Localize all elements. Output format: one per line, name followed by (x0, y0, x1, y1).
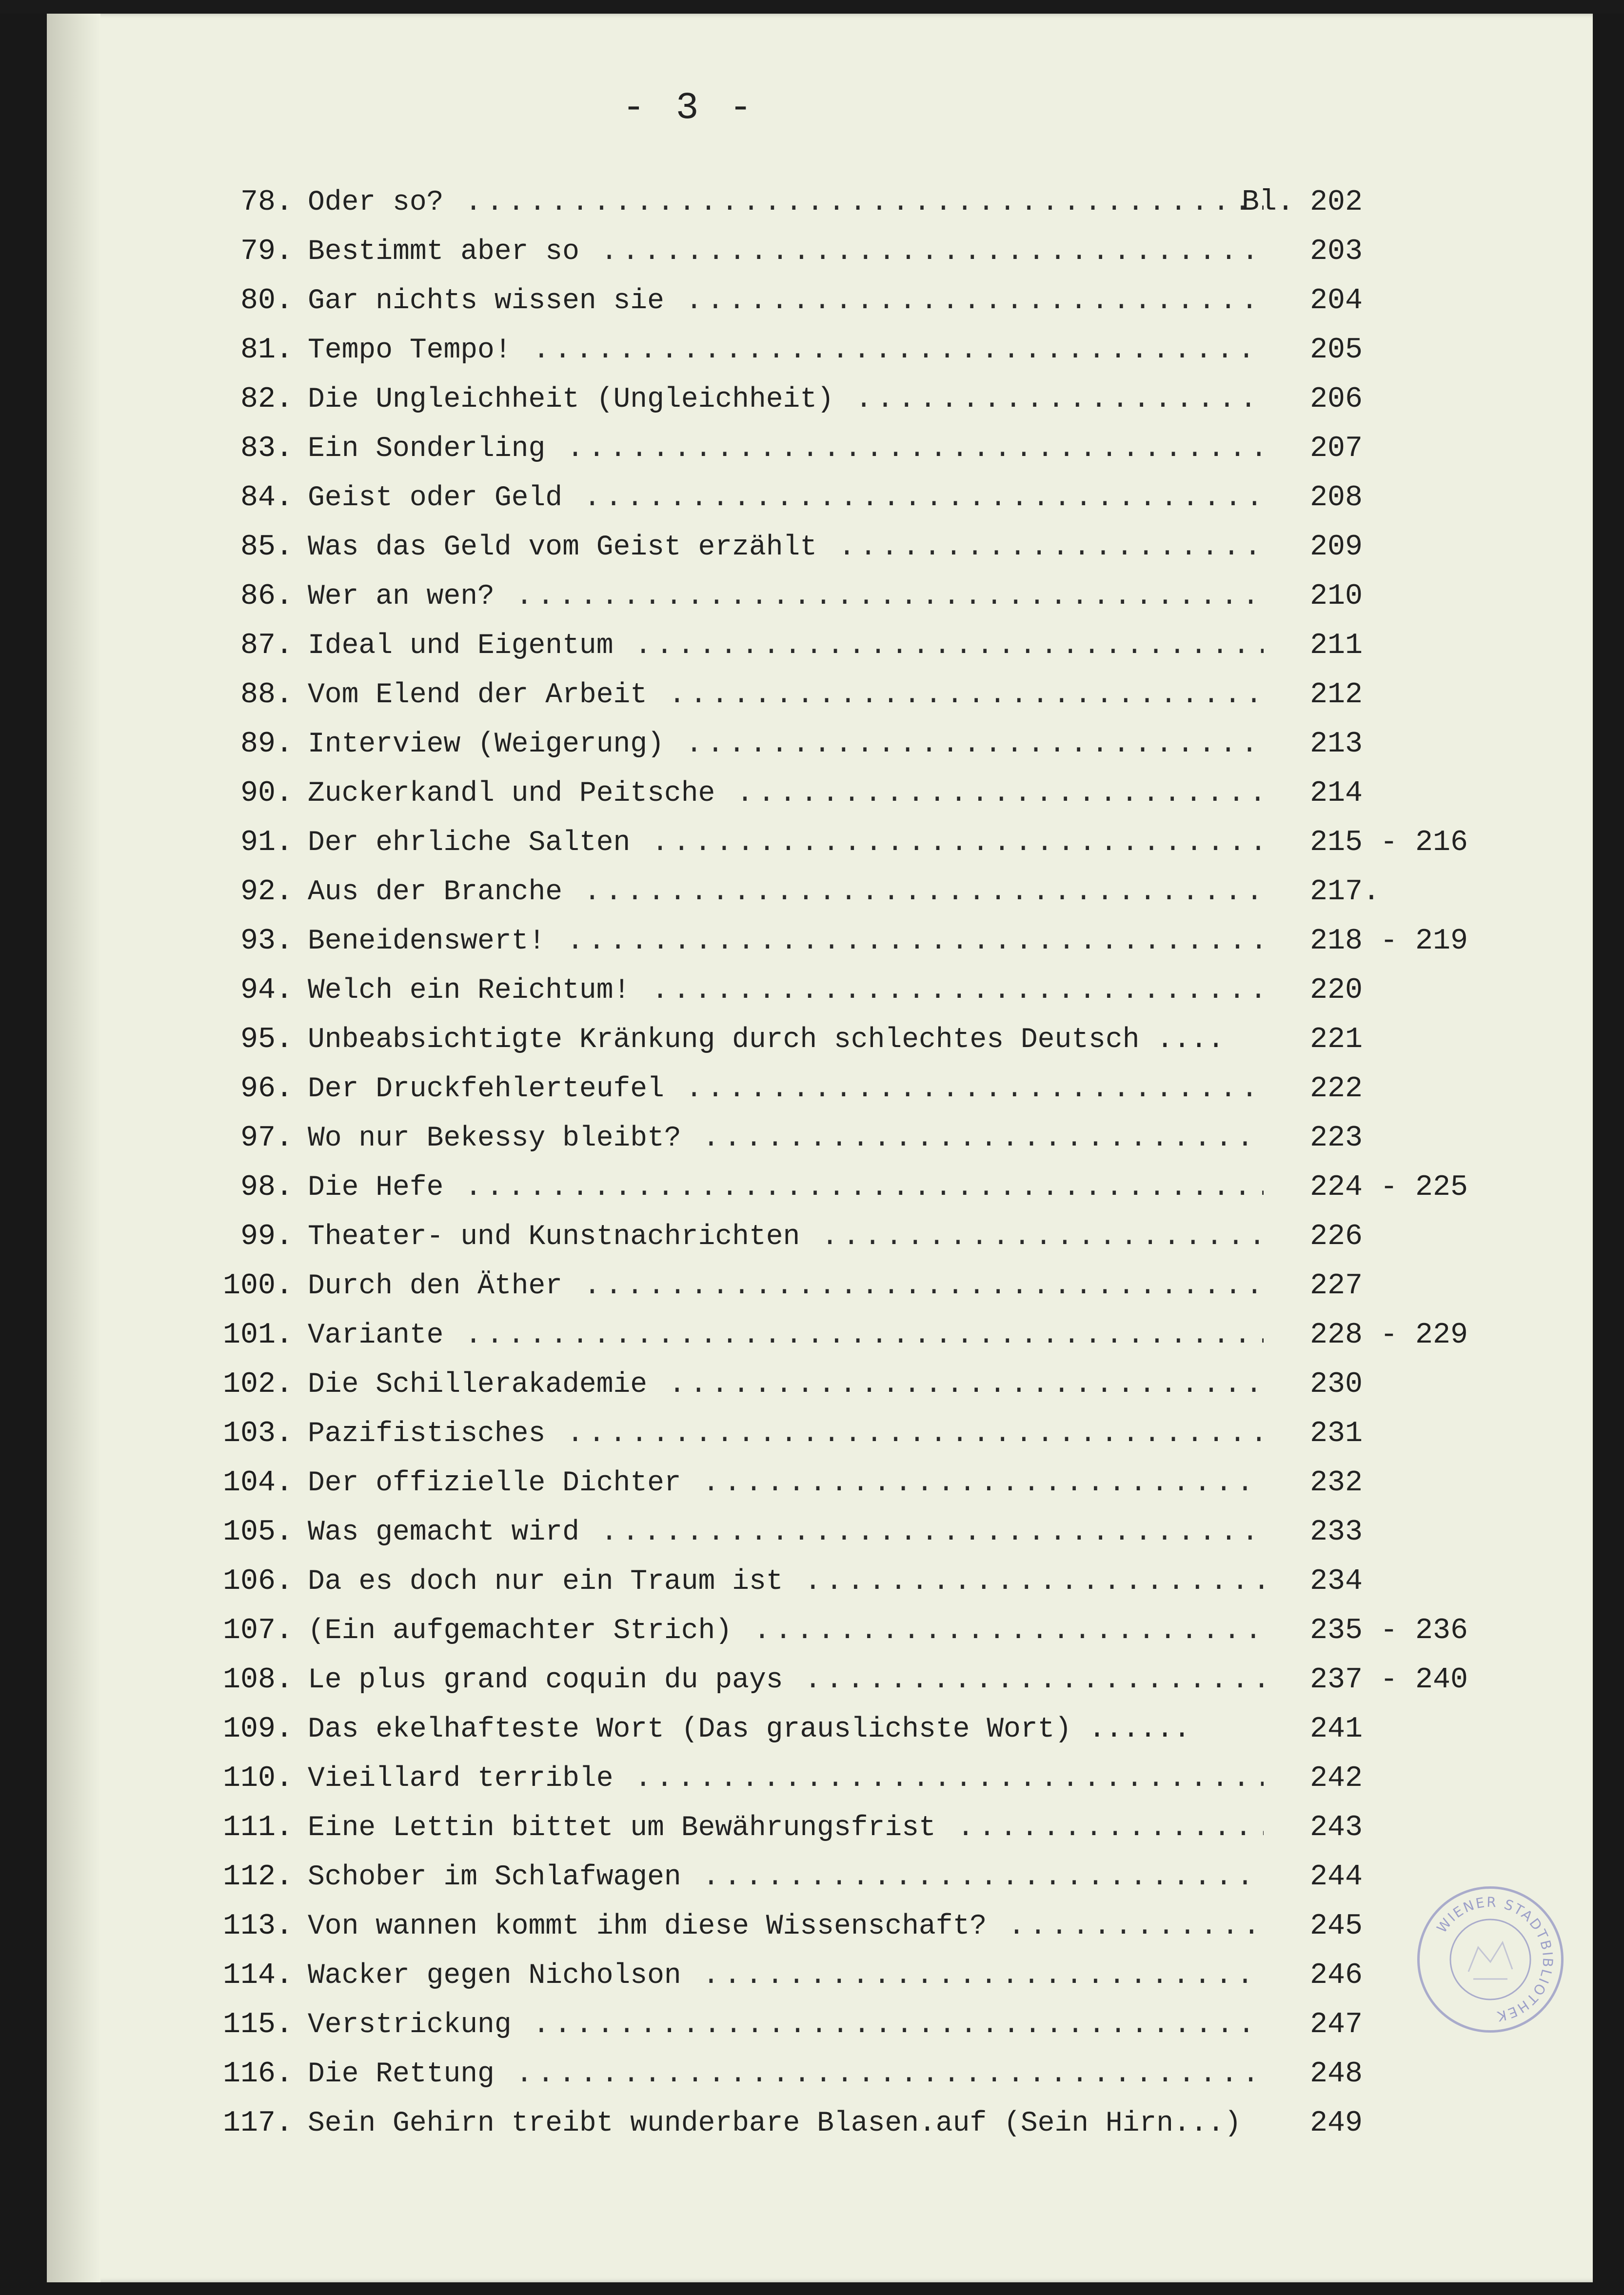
entry-number: 95. (240, 1023, 293, 1056)
entry-page-reference: 212 (1310, 678, 1363, 712)
entry-title: Die Hefe ..... (308, 1172, 1264, 1204)
entry-page-reference: 244 (1310, 1860, 1363, 1894)
entry-title: Von wannen kommt ihm diese Wissenschaft? ..... (308, 1911, 1264, 1942)
toc-entry (47, 871, 1593, 921)
entry-number: 84. (240, 481, 293, 514)
entry-title: Wacker gegen Nicholson ..... (308, 1960, 1264, 1992)
entry-page-reference: 230 (1310, 1368, 1363, 1401)
entry-number: 103. (222, 1417, 293, 1450)
entry-page-reference: 233 (1310, 1516, 1363, 1549)
entry-number: 79. (240, 235, 293, 268)
page-number: - 3 - (622, 87, 756, 130)
entry-number: 113. (222, 1910, 293, 1943)
entry-page-reference: 202 (1310, 186, 1363, 219)
toc-entry (47, 1709, 1593, 1758)
entry-title: Vieillard terrible ..... (308, 1763, 1264, 1795)
entry-title: Wer an wen? ..... (308, 581, 1264, 613)
entry-page-reference: 204 (1310, 284, 1363, 317)
toc-entry (47, 724, 1593, 773)
toc-entry (47, 280, 1593, 330)
toc-entry (47, 1512, 1593, 1561)
entry-number: 80. (240, 284, 293, 317)
entry-page-reference: 231 (1310, 1417, 1363, 1450)
entry-page-reference: 243 (1310, 1811, 1363, 1844)
entry-title: Der offizielle Dichter ..... (308, 1467, 1264, 1499)
entry-number: 105. (222, 1516, 293, 1549)
toc-entry (47, 970, 1593, 1019)
entry-title: Welch ein Reichtum! ..... (308, 975, 1264, 1007)
entry-page-reference: 206 (1310, 383, 1363, 416)
entry-page-reference: 232 (1310, 1466, 1363, 1500)
entry-title: Le plus grand coquin du pays ..... (308, 1664, 1264, 1696)
entry-title: Die Rettung ..... (308, 2058, 1264, 2090)
toc-entry (47, 674, 1593, 724)
toc-entry (47, 773, 1593, 822)
entry-page-reference: 214 (1310, 777, 1363, 810)
entry-page-reference: 217. (1310, 875, 1381, 909)
entry-number: 100. (222, 1269, 293, 1303)
entry-title: Unbeabsichtigte Kränkung durch schlechtes Deutsch .... (308, 1024, 1225, 1056)
toc-entry (47, 231, 1593, 280)
entry-page-reference: 209 (1310, 531, 1363, 564)
entry-number: 116. (222, 2058, 293, 2091)
entry-page-reference: 227 (1310, 1269, 1363, 1303)
entry-page-reference: 228 - 229 (1310, 1319, 1468, 1352)
entry-page-reference: 222 (1310, 1072, 1363, 1106)
entry-number: 115. (222, 2008, 293, 2041)
entry-title: Ideal und Eigentum ..... (308, 630, 1264, 662)
entry-number: 106. (222, 1565, 293, 1598)
entry-number: 102. (222, 1368, 293, 1401)
entry-page-reference: 215 - 216 (1310, 826, 1468, 859)
library-stamp-graphic (1420, 1889, 1561, 2030)
toc-entry (47, 576, 1593, 625)
entry-page-reference: 245 (1310, 1910, 1363, 1943)
entry-title: Geist oder Geld ..... (308, 482, 1264, 514)
toc-entry (47, 822, 1593, 871)
entry-number: 88. (240, 678, 293, 712)
entry-page-reference: 234 (1310, 1565, 1363, 1598)
toc-entry (47, 1019, 1593, 1068)
entry-number: 99. (240, 1220, 293, 1253)
entry-number: 114. (222, 1959, 293, 1992)
toc-entry (47, 1463, 1593, 1512)
entry-title: Aus der Branche ..... (308, 876, 1264, 908)
entry-page-reference: 213 (1310, 728, 1363, 761)
entry-page-reference: 211 (1310, 629, 1363, 662)
entry-number: 112. (222, 1860, 293, 1894)
entry-title: Gar nichts wissen sie ..... (308, 285, 1264, 317)
toc-entry (47, 1807, 1593, 1857)
toc-entry (47, 182, 1593, 231)
entry-page-reference: 241 (1310, 1713, 1363, 1746)
entry-title: Beneidenswert! ..... (308, 926, 1264, 957)
toc-entry (47, 527, 1593, 576)
toc-entry (47, 2054, 1593, 2103)
toc-entry (47, 1216, 1593, 1266)
entry-number: 87. (240, 629, 293, 662)
entry-title: Der Druckfehlerteufel ..... (308, 1073, 1264, 1105)
toc-entry (47, 921, 1593, 970)
toc-entry (47, 2004, 1593, 2054)
toc-entry (47, 1364, 1593, 1413)
entry-title: Tempo Tempo! ..... (308, 335, 1264, 366)
entry-number: 109. (222, 1713, 293, 1746)
toc-entry (47, 1413, 1593, 1463)
toc-entry (47, 428, 1593, 477)
entry-number: 101. (222, 1319, 293, 1352)
toc-entry (47, 1118, 1593, 1167)
entry-title: Das ekelhafteste Wort (Das grauslichste Wort) ...... (308, 1714, 1190, 1745)
entry-title: Die Schillerakademie ..... (308, 1369, 1264, 1401)
entry-page-reference: 247 (1310, 2008, 1363, 2041)
entry-page-reference: 207 (1310, 432, 1363, 465)
entry-number: 104. (222, 1466, 293, 1500)
entry-title: Schober im Schlafwagen ..... (308, 1861, 1264, 1893)
entry-title: Variante ..... (308, 1320, 1264, 1351)
entry-title: Was gemacht wird ..... (308, 1517, 1264, 1548)
entry-number: 86. (240, 580, 293, 613)
stamp-text: WIENER STADTBIBLIOTHEK (1433, 1894, 1556, 2025)
toc-entry (47, 625, 1593, 674)
entry-page-reference: 249 (1310, 2107, 1363, 2140)
entry-page-reference: 221 (1310, 1023, 1363, 1056)
entry-title: Da es doch nur ein Traum ist ..... (308, 1566, 1264, 1598)
entry-page-reference: 218 - 219 (1310, 925, 1468, 958)
entry-number: 117. (222, 2107, 293, 2140)
toc-entry (47, 1266, 1593, 1315)
entry-number: 82. (240, 383, 293, 416)
entry-page-reference: 226 (1310, 1220, 1363, 1253)
entry-title: Theater- und Kunstnachrichten ..... (308, 1221, 1264, 1253)
entry-number: 111. (222, 1811, 293, 1844)
entry-page-reference: 242 (1310, 1762, 1363, 1795)
entry-page-reference: 246 (1310, 1959, 1363, 1992)
entry-number: 98. (240, 1171, 293, 1204)
entry-title: Pazifistisches ..... (308, 1418, 1264, 1450)
entry-title: Was das Geld vom Geist erzählt ..... (308, 532, 1264, 563)
entry-page-reference: 220 (1310, 974, 1363, 1007)
entry-title: Bestimmt aber so ..... (308, 236, 1264, 268)
toc-entry (47, 477, 1593, 527)
entry-title: Der ehrliche Salten ..... (308, 827, 1264, 859)
entry-title: Interview (Weigerung) ..... (308, 729, 1264, 760)
entry-page-reference: 235 - 236 (1310, 1614, 1468, 1647)
entry-page-reference: 205 (1310, 334, 1363, 367)
svg-text:WIENER STADTBIBLIOTHEK (1434, 1894, 1556, 2025)
entry-number: 96. (240, 1072, 293, 1106)
entry-number: 83. (240, 432, 293, 465)
entry-title: Ein Sonderling ..... (308, 433, 1264, 465)
toc-entry (47, 1068, 1593, 1118)
entry-number: 108. (222, 1663, 293, 1697)
entry-title: Sein Gehirn treibt wunderbare Blasen.auf (Sein Hirn...) (308, 2108, 1242, 2139)
entry-page-reference: 237 - 240 (1310, 1663, 1468, 1697)
toc-entry (47, 379, 1593, 428)
entry-page-reference: 203 (1310, 235, 1363, 268)
entry-page-prefix: Bl. (1242, 186, 1295, 219)
entry-title: Vom Elend der Arbeit ..... (308, 679, 1264, 711)
entry-page-reference: 248 (1310, 2058, 1363, 2091)
toc-entry (47, 1660, 1593, 1709)
entry-page-reference: 210 (1310, 580, 1363, 613)
toc-entry (47, 2103, 1593, 2152)
entry-number: 97. (240, 1122, 293, 1155)
entry-number: 85. (240, 531, 293, 564)
entry-number: 90. (240, 777, 293, 810)
entry-number: 91. (240, 826, 293, 859)
entry-title: Durch den Äther ..... (308, 1270, 1264, 1302)
entry-number: 78. (240, 186, 293, 219)
toc-entry (47, 1955, 1593, 2004)
table-of-contents (47, 14, 1593, 2282)
entry-number: 92. (240, 875, 293, 909)
toc-entry (47, 1610, 1593, 1660)
toc-entry (47, 1758, 1593, 1807)
entry-page-reference: 224 - 225 (1310, 1171, 1468, 1204)
entry-number: 107. (222, 1614, 293, 1647)
toc-entry (47, 1857, 1593, 1906)
entry-number: 93. (240, 925, 293, 958)
entry-number: 81. (240, 334, 293, 367)
toc-entry (47, 1561, 1593, 1610)
entry-title: Oder so? ..... (308, 187, 1264, 218)
toc-entry (47, 330, 1593, 379)
toc-entry (47, 1167, 1593, 1216)
entry-title: Wo nur Bekessy bleibt? ..... (308, 1123, 1264, 1154)
entry-title: Zuckerkandl und Peitsche ..... (308, 778, 1264, 810)
entry-title: Eine Lettin bittet um Bewährungsfrist ..... (308, 1812, 1264, 1844)
entry-page-reference: 208 (1310, 481, 1363, 514)
library-stamp (1417, 1886, 1564, 2033)
document-page (47, 14, 1593, 2282)
entry-page-reference: 223 (1310, 1122, 1363, 1155)
scan-border (0, 0, 1624, 14)
entry-title: (Ein aufgemachter Strich) ..... (308, 1615, 1264, 1647)
entry-number: 110. (222, 1762, 293, 1795)
entry-number: 89. (240, 728, 293, 761)
entry-title: Die Ungleichheit (Ungleichheit) ..... (308, 384, 1264, 415)
toc-entry (47, 1906, 1593, 1955)
entry-number: 94. (240, 974, 293, 1007)
entry-title: Verstrickung ..... (308, 2009, 1264, 2041)
toc-entry (47, 1315, 1593, 1364)
